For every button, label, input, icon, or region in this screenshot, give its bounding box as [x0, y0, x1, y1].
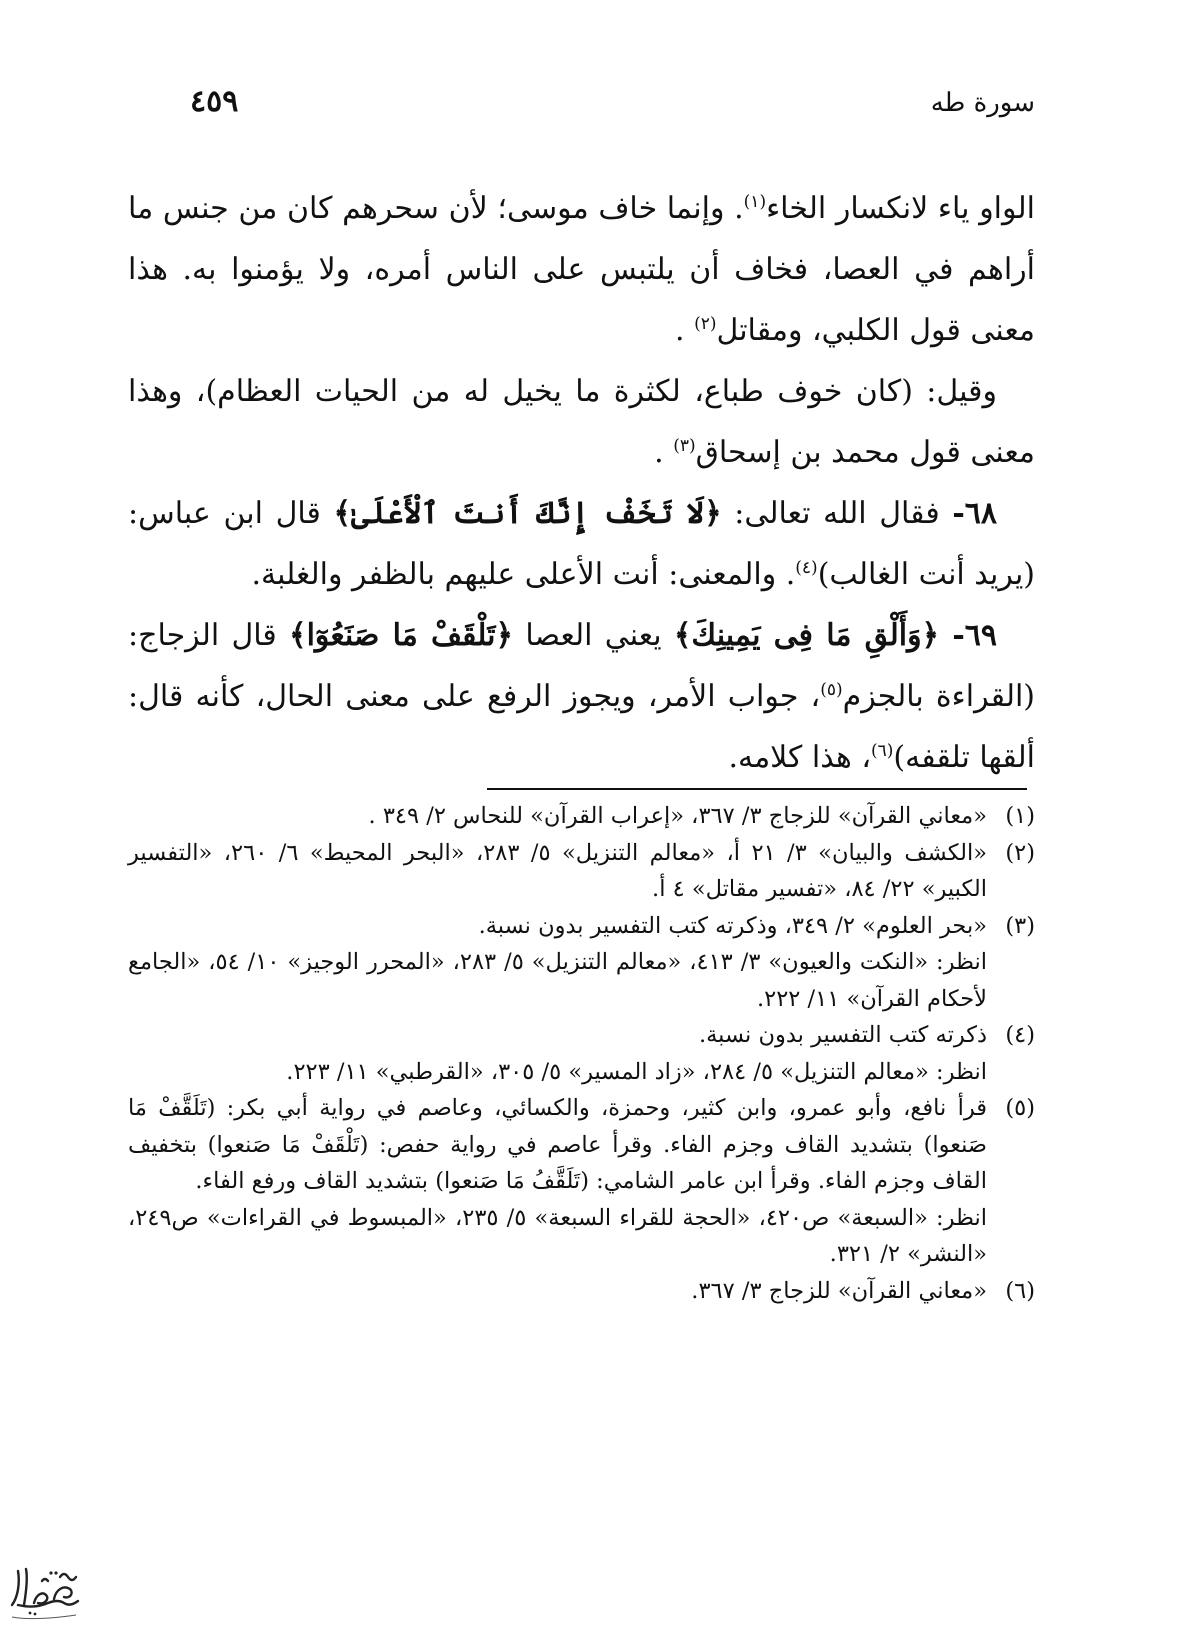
footnote-number: (٢): [1005, 839, 1035, 866]
footnotes: [128, 798, 1035, 1309]
paragraph-4: [128, 605, 1035, 788]
footnote-text: ذكرته كتب التفسير بدون نسبة.: [698, 1022, 987, 1048]
text-run: قال الزجاج: (القراءة بالجزم: [128, 618, 1035, 714]
footnote-text: انظر: «معالم التنزيل» ٥/ ٢٨٤، «زاد المسير» ٥/ ٣٠٥، «القرطبي» ١١/ ٢٢٣.: [286, 1058, 987, 1085]
footnote-text: «معاني القرآن» للزجاج ٣/ ٣٦٧.: [691, 1277, 987, 1304]
footnote: [128, 1273, 1035, 1310]
text-run: وقيل: (كان خوف طباع، لكثرة ما يخيل له من الحيات العظام)، وهذا معنى قول محمد بن إسحاق: [128, 374, 1035, 470]
text-run: الواو ياء لانكسار الخاء: [766, 191, 1035, 226]
footnote-number: (٥): [1005, 1095, 1035, 1121]
text-run: قال ابن عباس: (يريد أنت الغالب): [128, 496, 1035, 592]
verse-number: ٦٨-: [952, 496, 998, 531]
quran-quote: ﴿وَأَلْقِ مَا فِى يَمِينِكَ﴾: [673, 618, 953, 653]
footnote-divider: [487, 788, 1027, 790]
footnote: [128, 1017, 1035, 1090]
footnote-number: (٦): [1005, 1277, 1035, 1304]
footnote-text: «معاني القرآن» للزجاج ٣/ ٣٦٧، «إعراب القرآن» للنحاس ٢/ ٣٤٩ .: [368, 803, 987, 829]
footnote-number: (١): [1005, 803, 1035, 829]
text-run: .: [654, 435, 674, 470]
footnote-ref: (٥): [820, 680, 843, 700]
footnote: [128, 1090, 1035, 1273]
footnote-text: «بحر العلوم» ٢/ ٣٤٩، وذكرته كتب التفسير بدون نسبة.: [478, 912, 987, 939]
paragraph-3: [128, 483, 1035, 605]
text-run: . والمعنى: أنت الأعلى عليهم بالظفر والغلبة.: [251, 557, 796, 592]
text-run: يعني العصا: [513, 618, 674, 653]
footnote-ref: (١): [743, 192, 767, 212]
paragraph-2: [128, 361, 1035, 483]
quran-quote: ﴿لَا تَخَفْ إِنَّكَ أَنتَ ٱلْأَعْلَىٰ﴾: [333, 496, 722, 531]
page-header: [190, 84, 1035, 128]
publisher-stamp-logo: [4, 1553, 84, 1623]
paragraph-1: [128, 178, 1035, 361]
text-run: .: [674, 313, 695, 348]
footnote-text: «الكشف والبيان» ٣/ ٢١ أ، «معالم التنزيل» ٥/ ٢٨٣، «البحر المحيط» ٦/ ٢٦٠، «التفسير الكبير» ٢٢/ ٨٤، «تفسير مقاتل» ٤ أ.: [128, 839, 987, 902]
text-run: فقال الله تعالى:: [721, 496, 953, 531]
footnote: [128, 798, 1035, 835]
footnote-number: (٤): [1005, 1022, 1035, 1048]
text-run: . وإنما خاف موسى؛ لأن سحرهم كان من جنس ما أراهم في العصا، فخاف أن يلتبس على الناس أمره، ولا يؤمنوا به. هذا معنى قول الكلبي، ومقاتل: [128, 191, 1035, 348]
footnote-ref: (٢): [694, 314, 717, 334]
verse-number: ٦٩-: [952, 618, 997, 653]
footnote-text: قرأ نافع، وأبو عمرو، وابن كثير، وحمزة، والكسائي، وعاصم في رواية أبي بكر: (تَلَقَّفْ مَا صَنعوا) بتشديد القاف وجزم الفاء. وقرأ عاصم في رواية حفص: (تَلْقَفْ مَا صَنعوا) بتخفيف القاف وجزم الفاء. وقرأ ابن عامر الشامي: (تَلَقَّفُ مَا صَنعوا) بتشديد القاف ورفع الفاء.: [128, 1095, 987, 1194]
page-number: ٤٥٩: [190, 84, 239, 119]
surah-title: سورة طه: [930, 88, 1035, 118]
text-run: ، جواب الأمر، ويجوز الرفع على معنى الحال، كأنه قال: ألقها تلقفه): [128, 679, 1035, 775]
footnote-ref: (٦): [871, 741, 894, 761]
text-run: ، هذا كلامه.: [728, 740, 871, 775]
footnote-text: انظر: «السبعة» ص٤٢٠، «الحجة للقراء السبعة» ٥/ ٢٣٥، «المبسوط في القراءات» ص٢٤٩، «النشر» ٢/ ٣٢١.: [128, 1204, 987, 1267]
footnote-ref: (٤): [795, 558, 818, 578]
footnote-number: (٣): [1005, 912, 1035, 939]
quran-quote: ﴿تَلْقَفْ مَا صَنَعُوٓا﴾: [289, 618, 514, 653]
footnote-text: انظر: «النكت والعيون» ٣/ ٤١٣، «معالم التنزيل» ٥/ ٢٨٣، «المحرر الوجيز» ١٠/ ٥٤، «الجامع لأحكام القرآن» ١١/ ٢٢٢.: [128, 949, 988, 1012]
main-text: [128, 178, 1035, 788]
footnote-ref: (٣): [673, 436, 696, 456]
footnote: [128, 908, 1035, 1018]
footnote: [128, 835, 1035, 908]
